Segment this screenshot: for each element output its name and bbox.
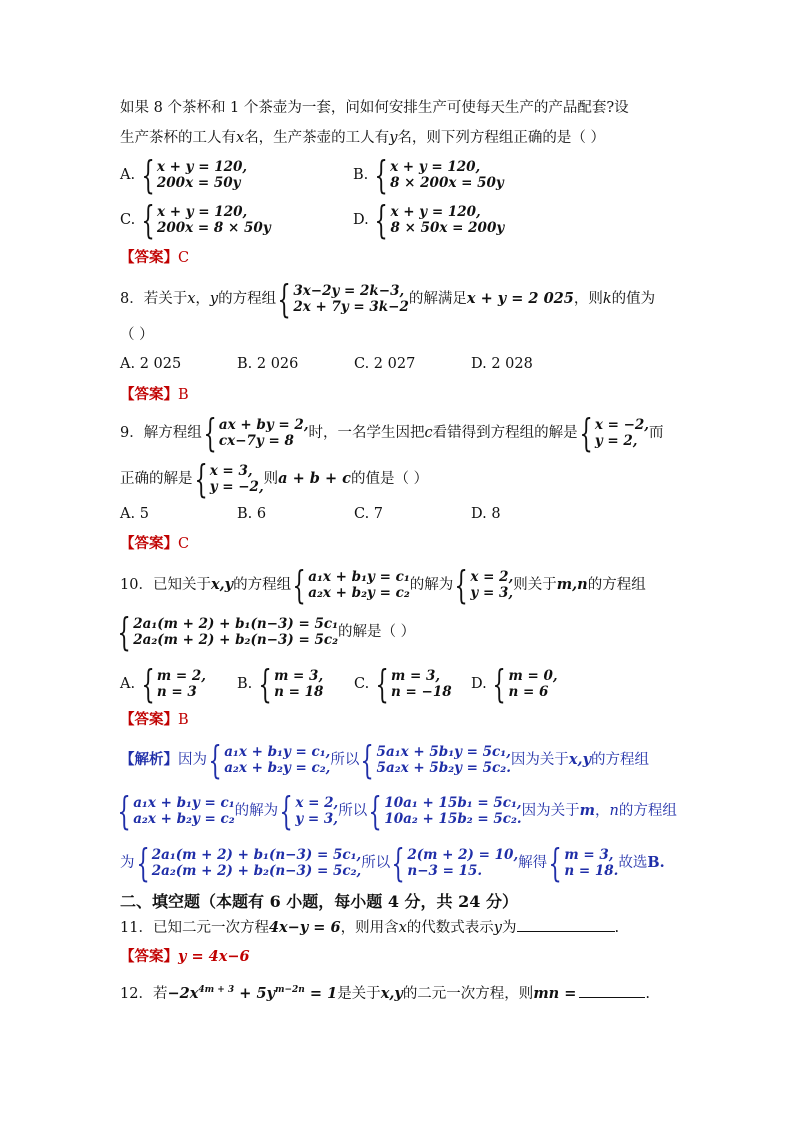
equation-system: { m = 3, n = −18 [375,662,452,706]
eq-row: 200x = 8 × 50y [156,220,271,236]
q10-text: 的解是（ ） [338,624,416,640]
eq-row: 200x = 50y [156,175,241,191]
q8-option-c: C. 2 027 [354,356,416,372]
q9-text: 则 [263,471,279,487]
analysis-text: 为 [120,855,135,871]
q10-answer [120,710,189,730]
eq-row: 2a₁(m + 2) + b₁(n−3) = 5c₁, [151,847,362,863]
expression: mn = [533,984,577,1002]
equation-system: { m = 3, n = 18. [548,841,619,885]
eq-row: 2(m + 2) = 10, [407,847,519,863]
var-x: x [398,920,407,936]
q9-text: 的值是（ ） [351,471,429,487]
eq-row: y = 3, [295,811,338,827]
q10-stem-1 [120,563,646,607]
eq-row: x = 2, [295,795,339,811]
q12-text: . [645,985,651,1002]
q12-stem [120,980,650,1004]
q9-stem-2 [120,457,429,501]
q7-line-2 [120,128,605,148]
eq-row: m = 2, [156,668,206,684]
answer-blank[interactable] [579,983,645,998]
q7-text: 名，则下列方程组正确的是（ ） [397,130,605,146]
eq-row: a₁x + b₁y = c₁ [133,795,235,811]
q8-text: 8．若关于 [120,291,188,307]
eq-row: 8 × 200x = 50y [390,175,504,191]
analysis-text: 的方程组 [591,752,650,768]
equation: 4x−y = 6 [268,919,341,936]
q11-text: 11．已知二元一次方程 [120,920,269,936]
equation-system: { m = 0, n = 6 [492,662,558,706]
q10-analysis-line-1 [120,738,650,782]
eq-row: m = 3, [564,847,614,863]
q8-stem [120,277,656,321]
eq-row: n = 6 [508,684,549,700]
q9-text: 正确的解是 [120,471,193,487]
q10-option-b [237,662,324,706]
answer-value: C [178,536,190,552]
q11-text: 为 [502,920,517,936]
q7-option-d [353,198,505,242]
eq-row: n = 18. [564,863,619,879]
analysis-text: 解得 [518,855,548,871]
analysis-text: 的解为 [234,803,279,819]
var-c: c [424,425,433,441]
q8-text: 的方程组 [218,291,277,307]
analysis-tag: 【解析】 [120,751,178,768]
answer-tag: 【答案】 [120,386,178,403]
option-label: A. [120,167,136,183]
option-label: B. [237,676,253,692]
option-label: C. [120,212,136,228]
var-k: k [602,291,612,307]
equation-system: { x = 2, y = 3, [279,789,339,833]
q11-text: 的代数式表示 [406,920,494,936]
q8-option-a: A. 2 025 [120,356,182,372]
q7-answer [120,248,189,268]
eq-row: y = 2, [594,433,638,449]
q10-text: 的方程组 [233,577,292,593]
equation-system: { x + y = 120, 8 × 200x = 50y [374,153,504,197]
q10-option-a [120,662,206,706]
eq-row: a₁x + b₁y = c₁ [308,569,410,585]
exponent: 4m + 3 [198,985,235,995]
option-label: D. [471,676,487,692]
eq-row: n = 18 [274,684,324,700]
option-label: A. [120,676,136,692]
eq-row: m = 0, [508,668,558,684]
var-n: n [609,803,619,819]
eq-row: 10a₂ + 15b₂ = 5c₂. [384,811,522,827]
q8-option-b: B. 2 026 [237,356,299,372]
vars-xy: x,y [210,576,234,593]
q7-text: 名，生产茶壶的工人有 [244,130,390,146]
q7-text: 生产茶杯的工人有 [120,130,236,146]
q12-text: 的二元一次方程，则 [402,985,534,1002]
q8-text: 的解满足 [408,291,467,307]
answer-value: C [178,250,190,266]
q10-text: 则关于 [513,577,557,593]
eq-row: y = 3, [470,585,514,601]
equation-system: { m = 3, n = 18 [258,662,324,706]
eq-row: x + y = 120, [390,204,481,220]
answer-tag: 【答案】 [120,948,178,965]
expression: a + b + c [278,470,352,487]
equation-system: { a₁x + b₁y = c₁, a₂x + b₂y = c₂, [208,738,331,782]
answer-tag: 【答案】 [120,249,178,266]
answer-value: y = 4x−6 [178,948,250,965]
var-y: y [389,130,398,146]
term: −2x [167,984,199,1002]
analysis-text: 的方程组 [618,803,677,819]
q11-text: . [614,920,620,936]
eq-row: x + y = 120, [156,159,248,175]
analysis-text: 因为关于 [521,803,580,819]
q9-text: 而 [649,425,664,441]
answer-value: B [178,387,189,403]
eq-row: a₂x + b₂y = c₂ [133,811,235,827]
q9-option-b: B. 6 [237,506,267,522]
analysis-text: ， [594,803,610,819]
q8-paren: （ ） [120,327,154,343]
q8-text: ，则 [573,291,603,307]
equation-system: { x + y = 120, 200x = 50y [141,153,248,197]
eq-row: 2a₂(m + 2) + b₂(n−3) = 5c₂ [133,632,339,648]
q9-text: 时，一名学生因把 [308,425,425,441]
analysis-text: 故选 [618,855,648,871]
eq-row: 2x + 7y = 3k−2 [293,299,409,315]
q11-text: ，则用含 [340,920,399,936]
eq-row: x + y = 120, [390,159,481,175]
q7-line-1: 如果 8 个茶杯和 1 个茶壶为一套，问如何安排生产可使每天生产的产品配套?设 [120,100,629,116]
analysis-text: 所以 [338,803,368,819]
eq-row: m = 3, [390,668,441,684]
var-x: x [187,291,196,307]
eq-row: 3x−2y = 2k−3, [293,283,405,299]
answer-blank[interactable] [517,917,615,932]
q10-text: 的解为 [409,577,454,593]
equation-system: { a₁x + b₁y = c₁ a₂x + b₂y = c₂ [117,789,235,833]
eq-row: 8 × 50x = 200y [390,220,505,236]
eq-row: x = 2, [470,569,514,585]
equation-system: { ax + by = 2, cx−7y = 8 [203,411,309,455]
q10-stem-2 [117,610,416,654]
equation-system: { 2a₁(m + 2) + b₁(n−3) = 5c₁ 2a₂(m + 2) + b₂(n−3) = 5c₂ [117,610,339,654]
equation-system: { 3x−2y = 2k−3, 2x + 7y = 3k−2 [277,277,409,321]
q10-text: 的方程组 [587,577,646,593]
eq-row: n = 3 [156,684,197,700]
eq-row: a₂x + b₂y = c₂, [224,760,331,776]
q7-option-a [120,153,248,197]
q8-option-d: D. 2 028 [471,356,533,372]
answer-tag: 【答案】 [120,535,178,552]
q12-text: 是关于 [337,985,381,1002]
eq-row: 2a₁(m + 2) + b₁(n−3) = 5c₁ [133,616,339,632]
analysis-text: 所以 [330,752,360,768]
vars-xy: x,y [380,984,403,1002]
q11-answer [120,947,250,967]
equation-system: { 2a₁(m + 2) + b₁(n−3) = 5c₁, 2a₂(m + 2) + b₂(n−3) = 5c₂, [135,841,362,885]
eq-row: a₂x + b₂y = c₂ [308,585,410,601]
equation-system: { x + y = 120, 8 × 50x = 200y [374,198,505,242]
exponent: m−2n [274,985,305,995]
q7-option-b [353,153,504,197]
q9-stem-1 [120,411,664,455]
equation-system: { x = −2, y = 2, [579,411,650,455]
var-x: x [236,130,245,146]
q9-answer [120,534,189,554]
option-label: D. [353,212,369,228]
term: + 5y [234,984,275,1002]
equation-system: { 2(m + 2) = 10, n−3 = 15. [391,841,519,885]
eq-row: a₁x + b₁y = c₁, [224,744,331,760]
term: = 1 [304,984,338,1002]
q10-option-c [354,662,452,706]
option-label: C. [354,676,370,692]
q9-option-d: D. 8 [471,506,501,522]
eq-row: x = 3, [209,463,253,479]
q10-text: 10．已知关于 [120,577,211,593]
analysis-text: 因为 [178,752,207,768]
analysis-text: 所以 [361,855,391,871]
q8-text: ， [195,291,210,307]
q11-stem [120,917,619,938]
eq-row: y = −2, [209,479,264,495]
q8-text: 的值为 [611,291,656,307]
q10-option-d [471,662,558,706]
q8-answer [120,385,189,405]
equation-system: { x = 3, y = −2, [193,457,264,501]
equation-system: { x = 2, y = 3, [454,563,514,607]
analysis-text: 因为关于 [510,752,569,768]
equation-system: { m = 2, n = 3 [141,662,206,706]
eq-row: 5a₁x + 5b₁y = 5c₁, [376,744,511,760]
analysis-choice: B. [647,854,665,871]
equation-system: { a₁x + b₁y = c₁ a₂x + b₂y = c₂ [292,563,410,607]
section-heading-fill-in: 二、填空题（本题有 6 小题，每小题 4 分，共 24 分） [120,892,518,911]
var-m: m [579,802,595,819]
eq-row: 5a₂x + 5b₂y = 5c₂. [376,760,511,776]
eq-row: m = 3, [274,668,324,684]
vars-xy: x,y [568,751,592,768]
var-y: y [493,920,502,936]
eq-row: cx−7y = 8 [218,433,294,449]
eq-row: 10a₁ + 15b₁ = 5c₁, [384,795,522,811]
q7-option-c [120,198,271,242]
condition: x + y = 2 025 [466,290,574,307]
eq-row: n = −18 [390,684,452,700]
q9-text: 看错得到方程组的解是 [432,425,578,441]
q9-text: 9．解方程组 [120,425,202,441]
eq-row: x = −2, [594,417,650,433]
q10-analysis-line-3 [120,841,665,885]
equation-system: { 5a₁x + 5b₁y = 5c₁, 5a₂x + 5b₂y = 5c₂. [360,738,511,782]
equation-system: { 10a₁ + 15b₁ = 5c₁, 10a₂ + 15b₂ = 5c₂. [368,789,522,833]
var-y: y [209,291,219,307]
answer-tag: 【答案】 [120,711,178,728]
eq-row: 2a₂(m + 2) + b₂(n−3) = 5c₂, [151,863,362,879]
eq-row: x + y = 120, [156,204,248,220]
vars-mn: m,n [556,576,588,593]
eq-row: ax + by = 2, [218,417,309,433]
eq-row: n−3 = 15. [407,863,483,879]
q9-option-c: C. 7 [354,506,384,522]
q10-analysis-line-2 [117,789,677,833]
q9-option-a: A. 5 [120,506,149,522]
option-label: B. [353,167,369,183]
q12-text: 12．若 [120,985,168,1002]
equation-system: { x + y = 120, 200x = 8 × 50y [141,198,271,242]
answer-value: B [178,712,189,728]
